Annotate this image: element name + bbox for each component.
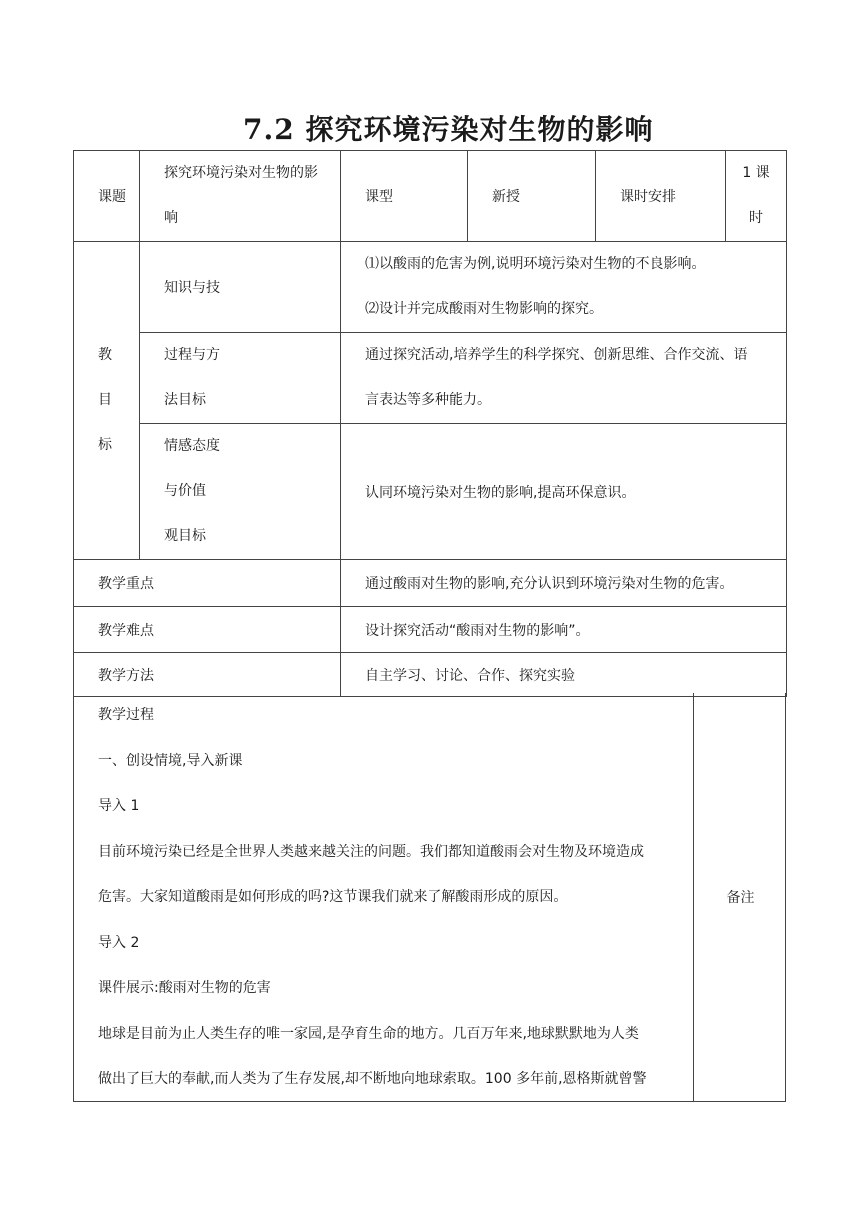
emotion-label: 情感态度 与价值 观目标 xyxy=(140,424,341,560)
process-line: 导入 1 xyxy=(98,798,140,814)
lesson-plan-table xyxy=(73,150,787,697)
schedule-value-line1: 1 课 xyxy=(742,165,770,181)
method-label: 教学方法 xyxy=(74,653,341,697)
process-line: 导入 2 xyxy=(98,934,140,951)
emotion-value: 认同环境污染对生物的影响,提高环保意识。 xyxy=(341,424,787,560)
type-value: 新授 xyxy=(468,151,596,242)
knowledge-label: 知识与技 xyxy=(140,242,341,333)
topic-value-line2: 响 xyxy=(164,210,178,226)
topic-label: 课题 xyxy=(74,151,140,242)
schedule-value-line2: 时 xyxy=(749,210,763,226)
remark-column xyxy=(694,693,787,1101)
process-label: 过程与方 法目标 xyxy=(140,333,341,424)
process-line: 危害。大家知道酸雨是如何形成的吗?这节课我们就来了解酸雨形成的原因。 xyxy=(98,889,568,905)
process-line: 做出了巨大的奉献,而人类为了生存发展,却不断地向地球索取。100 多年前,恩格斯就曾警 xyxy=(98,1071,647,1087)
type-label: 课型 xyxy=(341,151,468,242)
key-point-label: 教学重点 xyxy=(74,560,341,607)
difficulty-label: 教学难点 xyxy=(74,607,341,653)
teaching-process-section xyxy=(73,693,786,1102)
process-items: 通过探究活动,培养学生的科学探究、创新思维、合作交流、语 言表达等多种能力。 xyxy=(341,333,787,424)
process-line: 目前环境污染已经是全世界人类越来越关注的问题。我们都知道酸雨会对生物及环境造成 xyxy=(98,843,644,860)
method-value: 自主学习、讨论、合作、探究实验 xyxy=(341,653,787,697)
page-title: 7.2 探究环境污染对生物的影响 xyxy=(243,113,654,146)
schedule-value xyxy=(726,151,787,242)
teaching-process-text xyxy=(74,693,694,1101)
process-line: 一、创设情境,导入新课 xyxy=(98,752,243,769)
key-point-value: 通过酸雨对生物的影响,充分认识到环境污染对生物的危害。 xyxy=(341,560,787,607)
topic-value-line1: 探究环境污染对生物的影 xyxy=(164,165,318,181)
difficulty-value: 设计探究活动“酸雨对生物的影响”。 xyxy=(341,607,787,653)
process-line: 教学过程 xyxy=(98,707,154,723)
process-line: 地球是目前为止人类生存的唯一家园,是孕育生命的地方。几百万年来,地球默默地为人类 xyxy=(98,1025,639,1042)
remark-label: 备注 xyxy=(726,890,755,906)
objectives-label: 教 目 标 xyxy=(74,242,140,560)
process-line: 课件展示:酸雨对生物的危害 xyxy=(98,980,271,996)
topic-value xyxy=(140,151,341,242)
knowledge-items: ⑴以酸雨的危害为例,说明环境污染对生物的不良影响。 ⑵设计并完成酸雨对生物影响的探究。 xyxy=(341,242,787,333)
schedule-label: 课时安排 xyxy=(596,151,726,242)
